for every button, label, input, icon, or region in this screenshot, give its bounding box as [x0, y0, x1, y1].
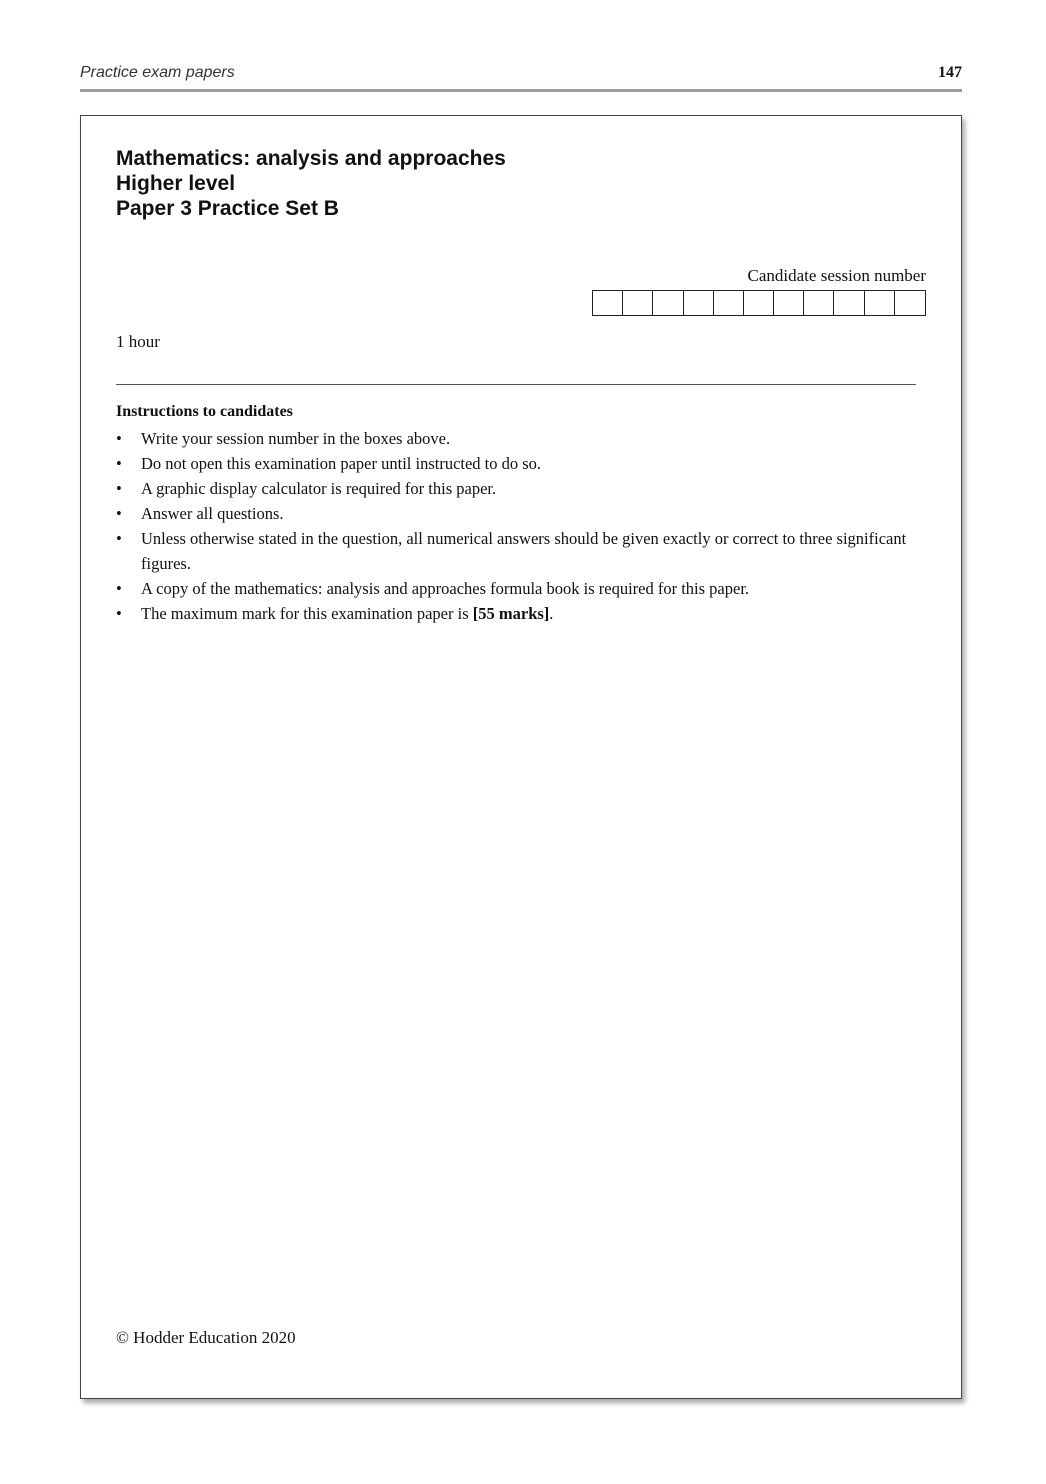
paper-set-line: Paper 3 Practice Set B: [116, 197, 339, 220]
running-head: [80, 64, 962, 88]
instruction-text: A graphic display calculator is required for this paper.: [141, 479, 497, 498]
instructions-heading: Instructions to candidates: [116, 403, 293, 420]
session-digit-box[interactable]: [744, 291, 774, 315]
instruction-text: The maximum mark for this examination paper is: [141, 603, 473, 623]
session-digit-box[interactable]: [834, 291, 864, 315]
session-digit-box[interactable]: [865, 291, 895, 315]
instruction-item: [116, 427, 916, 452]
session-number-boxes[interactable]: [592, 290, 926, 316]
session-digit-box[interactable]: [593, 291, 623, 315]
session-digit-box[interactable]: [684, 291, 714, 315]
bullet-icon: •: [116, 603, 122, 623]
paper-title-block: [116, 146, 506, 221]
instruction-text: Unless otherwise stated in the question, all numerical answers should be given exactly or correct to three significant figures.: [141, 529, 907, 573]
instruction-item: [116, 477, 916, 502]
session-digit-box[interactable]: [714, 291, 744, 315]
max-marks-value: [55 marks]: [472, 603, 550, 623]
session-digit-box[interactable]: [653, 291, 683, 315]
session-digit-box[interactable]: [804, 291, 834, 315]
divider-line: [116, 384, 916, 385]
instruction-text: Write your session number in the boxes above.: [141, 429, 451, 448]
paper-level-line: Higher level: [116, 172, 236, 195]
copyright-notice: © Hodder Education 2020: [116, 1328, 296, 1347]
instructions-list: [116, 427, 916, 626]
instruction-item: [116, 502, 916, 527]
bullet-icon: •: [116, 504, 122, 523]
bullet-icon: •: [116, 578, 122, 598]
exam-paper-cover: [80, 115, 962, 1399]
instruction-text-end: .: [549, 603, 554, 623]
session-digit-box[interactable]: [895, 291, 925, 315]
instructions-section: [116, 402, 916, 627]
session-digit-box[interactable]: [623, 291, 653, 315]
running-head-section: Practice exam papers: [80, 64, 235, 81]
session-digit-box[interactable]: [774, 291, 804, 315]
instruction-item: [116, 527, 916, 576]
bullet-icon: •: [116, 429, 122, 448]
exam-duration: 1 hour: [116, 332, 160, 351]
instruction-text: A copy of the mathematics: analysis and approaches formula book is required for this paper.: [141, 578, 750, 598]
page-number: 147: [938, 64, 962, 81]
instruction-text: Answer all questions.: [141, 504, 284, 523]
instruction-item: [116, 452, 916, 477]
bullet-icon: •: [116, 454, 122, 473]
instruction-item: [116, 602, 916, 627]
instruction-item: [116, 577, 916, 602]
bullet-icon: •: [116, 529, 122, 548]
instruction-text: Do not open this examination paper until instructed to do so.: [141, 454, 542, 473]
session-number-label: Candidate session number: [747, 266, 926, 285]
header-rule: [80, 89, 962, 92]
bullet-icon: •: [116, 479, 122, 498]
paper-title-line: Mathematics: analysis and approaches: [116, 147, 506, 170]
